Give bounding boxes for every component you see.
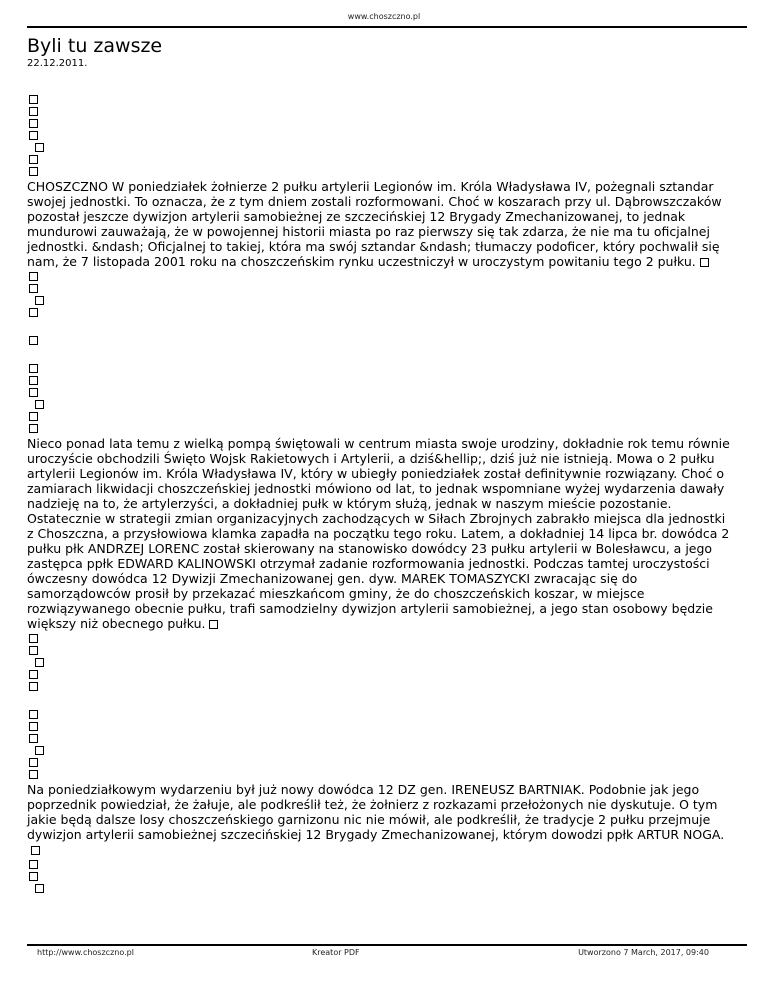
article-body bbox=[27, 92, 732, 896]
missing-glyph-box bbox=[29, 770, 38, 779]
spacer bbox=[27, 320, 732, 333]
footer-site-link[interactable]: http://www.choszczno.pl bbox=[37, 948, 134, 957]
missing-glyph-box bbox=[29, 95, 38, 104]
missing-glyph-box bbox=[29, 722, 38, 731]
page-footer bbox=[27, 948, 747, 960]
missing-glyph-box bbox=[29, 670, 38, 679]
paragraph-text: Na poniedziałkowym wydarzeniu był już nowy dowódca 12 DZ gen. IRENEUSZ BARTNIAK. Podobnie jak jego poprzednik powiedział, że żałuje, ale podkreślił też, że żołnierz z rozkazami przełożonych nie dyskutuje. O tym jakie będą dalsze losy choszczeńskiego garnizonu nic nie mówił, ale podkreślił, że tradycje 2 pułku przejmuje dywizjon artylerii samobieżnej szczecińskiej 12 Brygady Zmechanizowanej, którym dowodzi ppłk ARTUR NOGA. bbox=[27, 782, 725, 842]
spacer bbox=[27, 694, 732, 707]
missing-glyph-box bbox=[29, 364, 38, 373]
missing-glyph-box bbox=[29, 646, 38, 655]
missing-glyph-box bbox=[29, 272, 38, 281]
missing-glyph-box bbox=[29, 308, 38, 317]
missing-glyph-box bbox=[29, 336, 38, 345]
article-paragraph bbox=[27, 179, 732, 269]
missing-glyph-box bbox=[35, 884, 44, 893]
missing-glyph-box bbox=[700, 258, 709, 267]
footer-created-date: Utworzono 7 March, 2017, 09:40 bbox=[578, 948, 709, 957]
missing-glyph-box bbox=[29, 758, 38, 767]
missing-glyph-box bbox=[35, 746, 44, 755]
missing-glyph-box bbox=[29, 734, 38, 743]
header-divider bbox=[27, 26, 747, 28]
missing-glyph-box bbox=[29, 634, 38, 643]
missing-glyph-box bbox=[29, 155, 38, 164]
missing-glyph-box bbox=[29, 388, 38, 397]
missing-glyph-box bbox=[29, 284, 38, 293]
missing-glyph-box bbox=[31, 846, 40, 855]
missing-glyph-box bbox=[29, 119, 38, 128]
missing-glyph-box bbox=[29, 107, 38, 116]
header-site-url: www.choszczno.pl bbox=[347, 12, 421, 21]
missing-glyph-box bbox=[29, 131, 38, 140]
missing-glyph-box bbox=[29, 682, 38, 691]
article-paragraph bbox=[27, 436, 732, 631]
missing-glyph-box bbox=[29, 710, 38, 719]
missing-glyph-box bbox=[29, 872, 38, 881]
footer-divider bbox=[27, 944, 747, 946]
missing-glyph-box bbox=[29, 424, 38, 433]
missing-glyph-box bbox=[35, 658, 44, 667]
article-title: Byli tu zawsze bbox=[27, 35, 163, 57]
article-date: 22.12.2011. bbox=[27, 58, 88, 69]
missing-glyph-box bbox=[35, 296, 44, 305]
missing-glyph-box bbox=[29, 412, 38, 421]
paragraph-text: Nieco ponad lata temu z wielką pompą świętowali w centrum miasta swoje urodziny, dokładnie rok temu równie uroczyście obchodzili Święto Wojsk Rakietowych i Artylerii, a dziś&hellip;, dziś już nie istnieją. Mowa o 2 pułku artylerii Legionów im. Króla Władysława IV, który w ubiegły poniedziałek został definitywnie rozwiązany. Choć o zamiarach likwidacji choszczeńskiej jednostki mówiono od lat, to jednak wspomniane wyżej wydarzenia dawały nadzieję na to, że artylerzyści, a dokładniej pułk w którym służą, jednak w naszym mieście pozostanie. Ostatecznie w strategii zmian organizacyjnych zachodzących w Siłach Zbrojnych zabrakło miejsca dla jednostki z Choszczna, a przysłowiowa klamka zapadła na początku tego roku. Latem, a dokładniej 14 lipca br. dowódca 2 pułku płk ANDRZEJ LORENC został skierowany na stanowisko dowódcy 23 pułku artylerii w Bolesławcu, a jego zastępca ppłk EDWARD KALINOWSKI otrzymał zadanie rozformowania jednostki. Podczas tamtej uroczystości ówczesny dowódca 12 Dywizji Zmechanizowanej gen. dyw. MAREK TOMASZYCKI zwracając się do samorządowców prosił by przekazać mieszkańcom gminy, że do choszczeńskich koszar, w miejsce rozwiązywanego obecnie pułku, trafi samodzielny dywizjon artylerii samobieżnej, a jego stan osobowy będzie większy niż obecnego pułku. bbox=[27, 436, 730, 631]
footer-generator: Kreator PDF bbox=[312, 948, 360, 957]
missing-glyph-box bbox=[35, 143, 44, 152]
spacer bbox=[27, 348, 732, 361]
paragraph-text: CHOSZCZNO W poniedziałek żołnierze 2 pułku artylerii Legionów im. Króla Władysława IV, pożegnali sztandar swojej jednostki. To oznacza, że z tym dniem zostali rozformowani. Choć w koszarach przy ul. Dąbrowszczaków pozostał jeszcze dywizjon artylerii samobieżnej ze szczecińskiej 12 Brygady Zmechanizowanej, to jednak mundurowi zauważają, że w powojennej historii miasta po raz pierwszy się tak zdarza, że nie ma tu oficjalnej jednostki. &ndash; Oficjalnej to takiej, która ma swój sztandar &ndash; tłumaczy podoficer, który pochwalił się nam, że 7 listopada 2001 roku na choszczeńskim rynku uczestniczył w uroczystym powitaniu tego 2 pułku. bbox=[27, 179, 722, 269]
missing-glyph-box bbox=[209, 620, 218, 629]
missing-glyph-box bbox=[29, 860, 38, 869]
article-paragraph bbox=[27, 782, 732, 857]
missing-glyph-box bbox=[29, 376, 38, 385]
missing-glyph-box bbox=[29, 167, 38, 176]
missing-glyph-box bbox=[35, 400, 44, 409]
